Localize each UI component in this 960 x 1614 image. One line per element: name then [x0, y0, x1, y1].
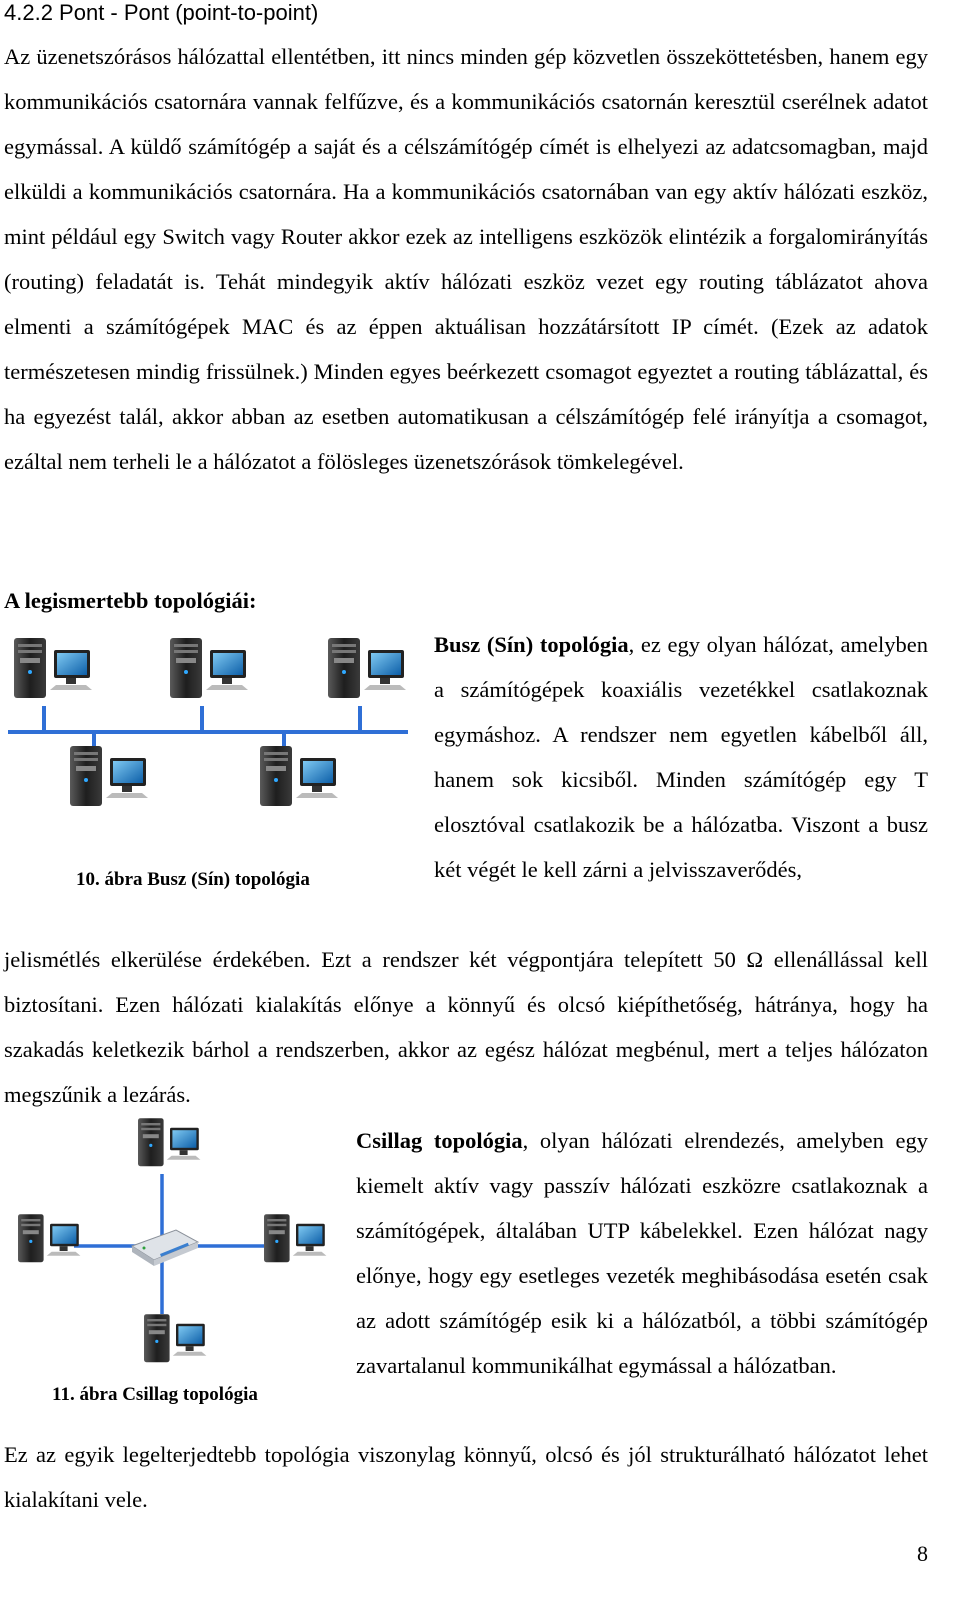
section-heading: 4.2.2 Pont - Pont (point-to-point): [4, 0, 319, 25]
star-description: [356, 1118, 928, 1388]
computer-icon: [14, 638, 92, 698]
star-topology-figure: [12, 1116, 332, 1366]
star-description-continued: Ez az egyik legelterjedtebb topológia viszonylag könnyű, olcsó és jól strukturálható hálózatot lehet kialakítani vele.: [4, 1442, 928, 1512]
bus-description-text: , ez egy olyan hálózat, amelyben a számítógépek koaxiális vezetékkel csatlakoznak egymáshoz. A rendszer nem egyetlen kábelből áll, hanem sok kicsiből. Minden számítógép egy T elosztóval csatlakozik be a hálózatba. Viszont a busz két végét le kell zárni a jelvisszaverődés,: [434, 632, 928, 882]
computer-icon: [260, 746, 338, 806]
paragraph-point-to-point: Az üzenetszórásos hálózattal ellentétben, itt nincs minden gép közvetlen összeköttetésben, hanem egy kommunikációs csatornára vannak felfűzve, és a kommunikációs csatornán keresztül cserélnek adatot egymással. A küldő számítógép a saját és a célszámítógép címét is elhelyezi az adatcsomagban, majd elküldi a kommunikációs csatornára. Ha a kommunikációs csatornában van egy aktív hálózati eszköz, mint például egy Switch vagy Router akkor ezek az intelligens eszközök elintézik a forgalomirányítás (routing) feladatát is. Tehát mindegyik aktív hálózati eszköz vezet egy routing táblázatot ahova elmenti a számítógépek MAC és az éppen aktuálisan hozzátársított IP címét. (Ezek az adatok természetesen mindig frissülnek.) Minden egyes beérkezett csomagot egyeztet a routing táblázattal, és ha egyezést talál, akkor abban az esetben automatikusan a célszámítógép felé irányítja a csomagot, ezáltal nem terheli le a hálózatot a fölösleges üzenetszórások tömkelegével.: [4, 44, 928, 474]
computer-icon: [18, 1214, 80, 1262]
bus-topology-figure: [8, 632, 408, 842]
topologies-subheading: A legismertebb topológiái:: [4, 588, 257, 613]
bus-description-continued: jelismétlés elkerülése érdekében. Ezt a rendszer két végpontjára telepített 50 Ω ellenállással kell biztosítani. Ezen hálózati kialakítás előnye a könnyű és olcsó kiépíthetőség, hátránya, hogy ha szakadás keletkezik bárhol a rendszerben, akkor az egész hálózat megbénul, mert a teljes hálózaton megszűnik a lezárás.: [4, 947, 928, 1107]
computer-icon: [70, 746, 148, 806]
computer-icon: [138, 1118, 200, 1166]
star-description-text: , olyan hálózati elrendezés, amelyben egy kiemelt aktív vagy passzív hálózati eszközre csatlakoznak a számítógépek, általában UTP kábelekkel. Ezen hálózat nagy előnye, hogy egy esetleges vezeték meghibásodása esetén csak az adott számítógép esik ki a hálózatból, a többi számítógép zavartalanul kommunikálhat egymással a hálózatban.: [356, 1128, 928, 1378]
computer-icon: [144, 1314, 206, 1362]
star-figure-caption: 11. ábra Csillag topológia: [52, 1384, 258, 1405]
network-switch-icon: [132, 1230, 198, 1266]
bus-figure-caption: 10. ábra Busz (Sín) topológia: [76, 869, 310, 890]
bus-cable: [8, 706, 408, 752]
bus-description: [434, 622, 928, 892]
computer-icon: [328, 638, 406, 698]
bus-term: Busz (Sín) topológia: [434, 632, 629, 657]
computer-icon: [170, 638, 248, 698]
page-number: 8: [917, 1541, 928, 1566]
star-term: Csillag topológia: [356, 1128, 523, 1153]
computer-icon: [264, 1214, 326, 1262]
